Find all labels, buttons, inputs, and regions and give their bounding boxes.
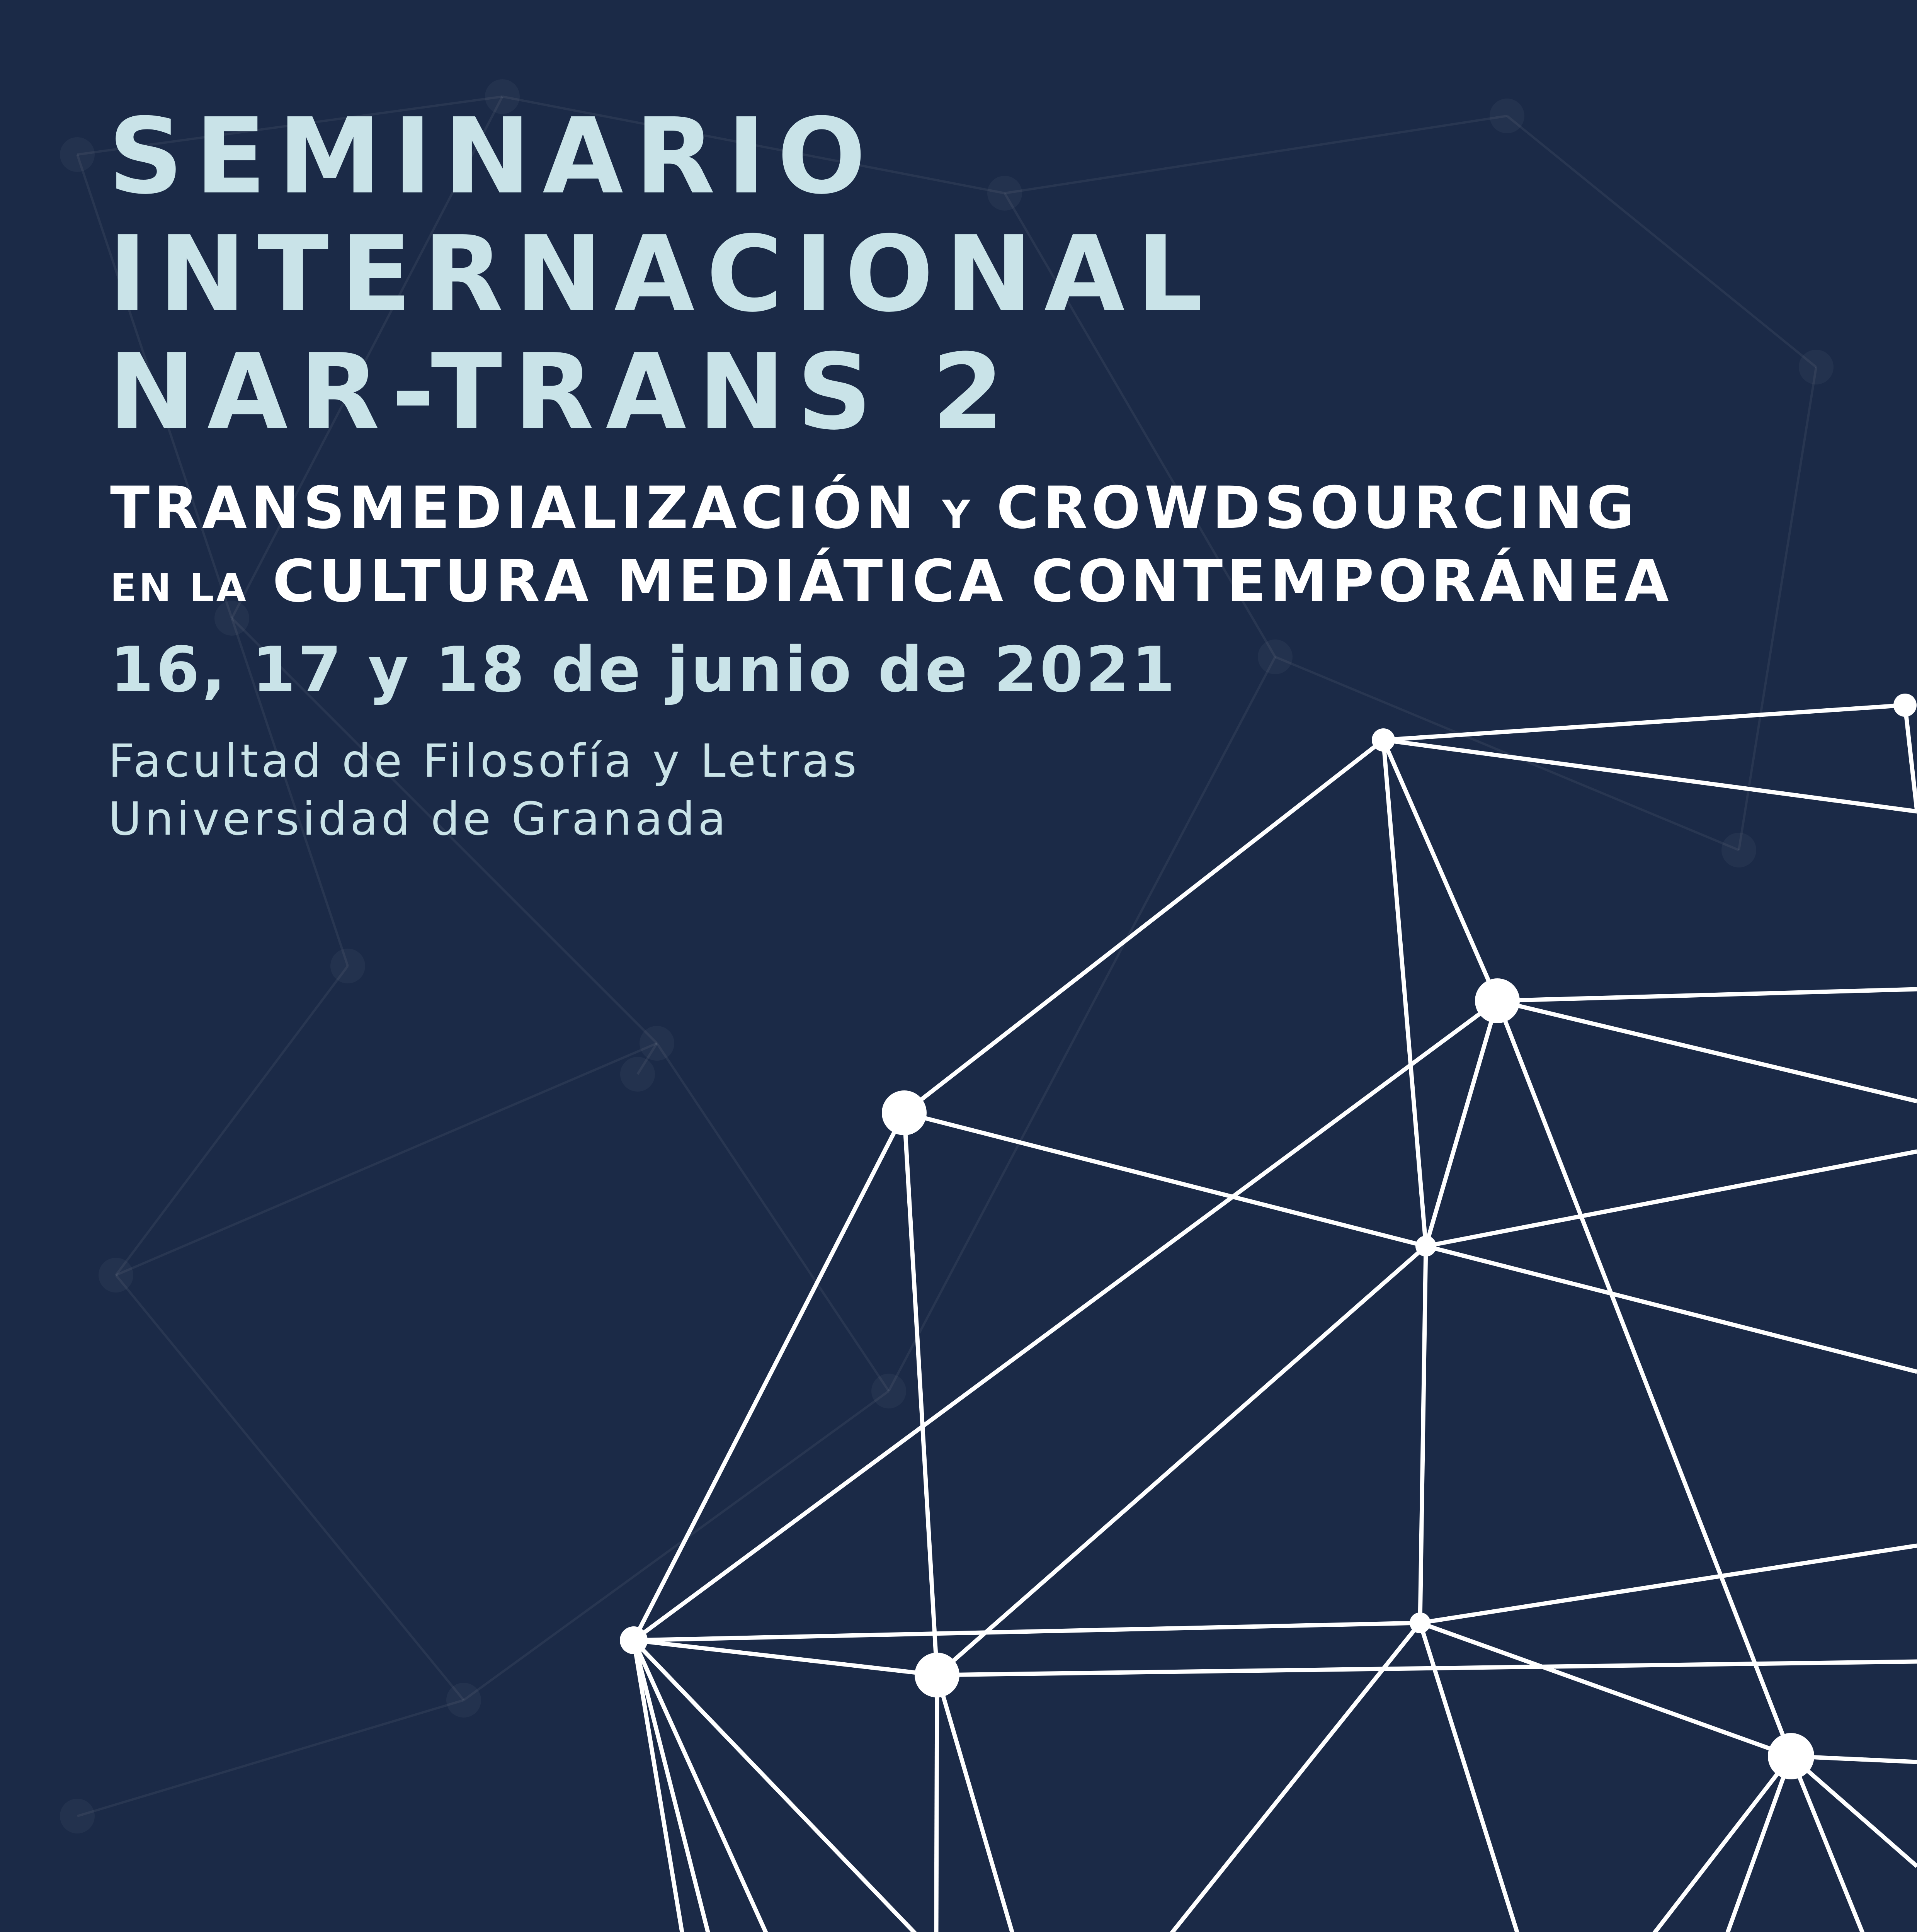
faint-network-node bbox=[60, 137, 95, 172]
subtitle-cultura: CULTURA MEDIÁTICA CONTEMPORÁNEA bbox=[272, 548, 1673, 615]
network-line bbox=[904, 1113, 937, 1675]
network-line bbox=[935, 1675, 937, 1932]
faint-network-node bbox=[60, 1799, 95, 1833]
network-line bbox=[1383, 705, 1905, 740]
venue-university: Universidad de Granada bbox=[108, 792, 729, 845]
network-node bbox=[1415, 1236, 1436, 1257]
network-line bbox=[904, 740, 1383, 1113]
title-line-3: NAR-TRANS 2 bbox=[108, 331, 1016, 453]
network-line bbox=[1420, 1246, 1426, 1623]
faint-network-node bbox=[871, 1374, 906, 1408]
faint-network-node bbox=[1490, 99, 1524, 133]
network-node bbox=[915, 1653, 959, 1697]
faint-network-line bbox=[116, 1043, 657, 1275]
network-nodes bbox=[620, 694, 1917, 1932]
faint-network-node bbox=[1721, 833, 1756, 867]
faint-network-node bbox=[1799, 350, 1834, 384]
faint-network-node bbox=[620, 1057, 655, 1092]
subtitle-en-la: EN LA bbox=[110, 565, 248, 611]
faint-network-line bbox=[1507, 116, 1816, 367]
network-line bbox=[1323, 1756, 1791, 1932]
network-node bbox=[620, 1626, 648, 1654]
network-line bbox=[1497, 989, 1917, 1001]
network-line bbox=[634, 1640, 811, 1932]
network-line bbox=[1497, 1001, 1791, 1756]
faint-network-line bbox=[116, 1275, 464, 1700]
faint-network-line bbox=[116, 966, 348, 1275]
network-line bbox=[1426, 1001, 1497, 1246]
faint-network-line bbox=[1275, 657, 1739, 850]
faint-network-node bbox=[446, 1683, 481, 1718]
network-line bbox=[937, 1675, 1055, 1932]
faint-network-node bbox=[987, 176, 1022, 211]
network-line bbox=[1791, 1756, 1917, 1932]
subtitle-line-1 bbox=[110, 474, 1638, 542]
faint-network-node bbox=[99, 1258, 133, 1293]
title-line-1: SEMINARIO bbox=[108, 95, 878, 217]
network-line bbox=[1383, 740, 1917, 811]
network-node bbox=[1768, 1733, 1814, 1779]
network-line bbox=[937, 1662, 1917, 1675]
network-line bbox=[1905, 705, 1917, 811]
network-line bbox=[904, 1113, 1426, 1246]
subtitle-crowdsourcing: CROWDSOURCING bbox=[996, 474, 1638, 542]
network-line bbox=[1426, 1151, 1917, 1246]
title-line-2: INTERNACIONAL bbox=[108, 213, 1214, 335]
faint-network-line bbox=[889, 657, 1275, 1391]
network-node bbox=[1893, 694, 1917, 717]
network-line bbox=[1383, 740, 1426, 1246]
network-node bbox=[1410, 1612, 1431, 1633]
network-line bbox=[1615, 1756, 1791, 1932]
faint-network-line bbox=[464, 1391, 889, 1700]
network-node bbox=[1475, 978, 1520, 1023]
faint-network-node bbox=[1258, 639, 1293, 674]
event-date: 16, 17 y 18 de junio de 2021 bbox=[110, 634, 1177, 706]
network-line bbox=[634, 1640, 937, 1675]
network-line bbox=[634, 1640, 935, 1932]
faint-network-line bbox=[1005, 116, 1507, 193]
network-node bbox=[1372, 728, 1395, 752]
network-line bbox=[1420, 1546, 1917, 1623]
faint-network-line bbox=[657, 1043, 889, 1391]
network-lines bbox=[634, 705, 1917, 1932]
faint-network-line bbox=[1739, 367, 1816, 850]
network-node bbox=[882, 1090, 927, 1135]
network-line bbox=[1426, 1246, 1917, 1372]
subtitle-y: Y bbox=[942, 492, 973, 537]
faint-network-node bbox=[330, 949, 365, 983]
venue-faculty: Facultad de Filosofía y Letras bbox=[108, 734, 860, 787]
network-line bbox=[634, 1623, 1420, 1640]
network-line bbox=[634, 1001, 1497, 1640]
subtitle-transmedializacion: TRANSMEDIALIZACIÓN bbox=[110, 474, 918, 542]
faint-network-line bbox=[77, 1700, 464, 1816]
faint-network-node bbox=[640, 1026, 674, 1061]
subtitle-line-2 bbox=[110, 548, 1673, 615]
network-line bbox=[1791, 1756, 1917, 1866]
network-line bbox=[1497, 1001, 1917, 1101]
network-line bbox=[634, 1113, 904, 1640]
network-line bbox=[1420, 1623, 1791, 1756]
network-line bbox=[937, 1246, 1426, 1675]
